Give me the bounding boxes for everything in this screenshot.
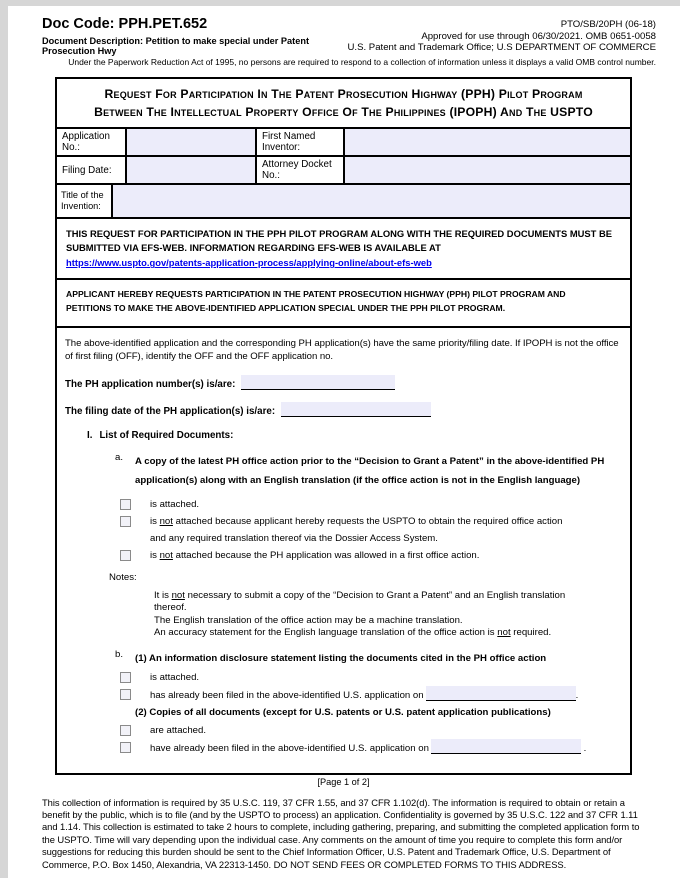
option-label: are attached. bbox=[150, 724, 207, 736]
option-label: is attached. bbox=[150, 498, 200, 510]
first-named-inventor-input[interactable] bbox=[345, 129, 630, 155]
checkbox-b1-already-filed[interactable] bbox=[120, 689, 131, 700]
ph-application-number-line bbox=[65, 375, 622, 390]
ph-filing-date-label: The filing date of the PH application(s) is/are: bbox=[65, 405, 276, 417]
item-b-part2-heading: (2) Copies of all documents (except for U.S. patents or U.S. patent application publications) bbox=[135, 706, 551, 718]
form-box bbox=[55, 77, 632, 775]
form-header bbox=[42, 16, 656, 56]
item-a-marker: a. bbox=[115, 451, 124, 463]
form-number: PTO/SB/20PH (06-18) bbox=[560, 19, 656, 30]
table-row bbox=[57, 185, 630, 219]
table-row bbox=[57, 129, 630, 157]
item-b-part1-heading: (1) An information disclosure statement listing the documents cited in the PH office action bbox=[135, 652, 547, 664]
priority-filing-paragraph: The above-identified application and the corresponding PH application(s) have the same priority/filing date. If IPOPH is not the office of first filing (OFF), identify the OFF and the OFF application no. bbox=[65, 337, 619, 362]
header-right bbox=[347, 19, 656, 54]
b1-filed-date-field[interactable] bbox=[426, 686, 576, 701]
option-row bbox=[120, 739, 622, 757]
option-row bbox=[120, 496, 622, 513]
option-row bbox=[120, 513, 622, 547]
form-title-line1: Request For Participation In The Patent Prosecution Highway (PPH) Pilot Program bbox=[104, 86, 583, 101]
header-left bbox=[42, 16, 347, 56]
option-row bbox=[120, 722, 622, 739]
section-1-marker: I. bbox=[87, 429, 93, 441]
option-label: is not attached because the PH application was allowed in a first office action. bbox=[150, 549, 480, 561]
ph-filing-date-field[interactable] bbox=[281, 402, 431, 417]
checkbox-a-not-attached-dossier[interactable] bbox=[120, 516, 131, 527]
option-label: has already been filed in the above-identified U.S. application on . bbox=[150, 686, 622, 704]
application-no-label: Application No.: bbox=[57, 129, 127, 155]
page-indicator: [Page 1 of 2] bbox=[317, 776, 370, 787]
filing-date-label: Filing Date: bbox=[57, 157, 127, 183]
burden-statement: This collection of information is required by 35 U.S.C. 119, 37 CFR 1.55, and 37 CFR 1.102(d). The information is required to obtain or retain a benefit by the public, which is to file (and by the USPTO to process) an application. Confidentiality is governed by 35 U.S.C. 122 and 37 CFR 1.11 and 1.14. This collection is estimated to take 2 hours to complete, including gathering, preparing, and submitting the completed application form to the USPTO. Time will vary depending upon the individual case. Any comments on the amount of time you require to complete this form and/or suggestions for reducing this burden should be sent to the Chief Information Officer, U.S. Patent and Trademark Office, U.S. Department of Commerce, P.O. Box 1450, Alexandria, VA 22313-1450. DO NOT SEND FEES OR COMPLETED FORMS TO THIS ADDRESS. bbox=[42, 796, 640, 870]
option-label: is not attached because applicant hereby requests the USPTO to obtain the required office action and any required translation thereof via the Dossier Access System. bbox=[150, 515, 563, 544]
efs-web-link[interactable]: https://www.uspto.gov/patents-application-process/applying-online/about-efs-web bbox=[66, 257, 432, 269]
option-label: is attached. bbox=[150, 671, 200, 683]
filing-date-input[interactable] bbox=[127, 157, 257, 183]
option-row bbox=[120, 686, 622, 704]
notes-label: Notes: bbox=[109, 571, 137, 583]
item-b1-options bbox=[65, 669, 622, 704]
applicant-request-text: APPLICANT HEREBY REQUESTS PARTICIPATION IN THE PATENT PROSECUTION HIGHWAY (PPH) PILOT PROGRAM AND PETITIONS TO MAKE THE ABOVE-IDENTIFIED APPLICATION SPECIAL UNDER THE PPH PILOT PROGRAM. bbox=[66, 289, 566, 314]
table-row bbox=[57, 157, 630, 185]
efs-web-notice-text: THIS REQUEST FOR PARTICIPATION IN THE PPH PILOT PROGRAM ALONG WITH THE REQUIRED DOCUMENTS MUST BE SUBMITTED VIA EFS-WEB. INFORMATION REGARDING EFS-WEB IS AVAILABLE AT bbox=[66, 228, 613, 254]
item-a-options bbox=[65, 496, 622, 564]
item-b-marker: b. bbox=[115, 648, 124, 660]
ph-application-number-field[interactable] bbox=[241, 375, 395, 390]
note-item: It is not necessary to submit a copy of the “Decision to Grant a Patent” and an English translation thereof. bbox=[154, 589, 566, 614]
option-row bbox=[120, 669, 622, 686]
form-body bbox=[57, 328, 630, 773]
checkbox-b1-attached[interactable] bbox=[120, 672, 131, 683]
checkbox-a-not-attached-first-action[interactable] bbox=[120, 550, 131, 561]
item-b2-options bbox=[65, 722, 622, 757]
ph-filing-date-line bbox=[65, 402, 622, 417]
option-row bbox=[120, 547, 622, 564]
attorney-docket-no-label: Attorney Docket No.: bbox=[257, 157, 345, 183]
item-b-heading bbox=[65, 649, 622, 668]
applicant-request-notice bbox=[57, 280, 630, 328]
note-item: An accuracy statement for the English language translation of the office action is not required. bbox=[154, 627, 552, 639]
paperwork-reduction-notice: Under the Paperwork Reduction Act of 1995, no persons are required to respond to a collection of information unless it displays a valid OMB control number. bbox=[68, 57, 656, 67]
document-page bbox=[8, 6, 680, 878]
title-of-invention-input[interactable] bbox=[113, 185, 630, 217]
title-of-invention-label: Title of the Invention: bbox=[57, 185, 113, 217]
section-1-heading-text: List of Required Documents: bbox=[99, 429, 234, 441]
checkbox-b2-already-filed[interactable] bbox=[120, 742, 131, 753]
notes-list bbox=[154, 590, 622, 640]
checkbox-a-attached[interactable] bbox=[120, 499, 131, 510]
agency-line: U.S. Patent and Trademark Office; U.S DEPARTMENT OF COMMERCE bbox=[347, 42, 656, 53]
option-label: have already been filed in the above-identified U.S. application on . bbox=[150, 739, 622, 757]
form-title-line2: Between The Intellectual Property Office Of The Philippines (IPOPH) And The USPTO bbox=[94, 105, 593, 119]
omb-approval: Approved for use through 06/30/2021. OMB 0651-0058 bbox=[421, 30, 656, 42]
ph-application-number-label: The PH application number(s) is/are: bbox=[65, 378, 236, 390]
b2-filed-date-field[interactable] bbox=[431, 739, 581, 754]
item-a-text: A copy of the latest PH office action prior to the “Decision to Grant a Patent” in the above-identified PH application(s) along with an English translation (if the office action is not in the English language) bbox=[135, 455, 605, 486]
efs-web-notice bbox=[57, 219, 630, 280]
doc-description: Document Description: Petition to make special under Patent Prosecution Hwy bbox=[42, 36, 309, 56]
form-title bbox=[57, 79, 630, 129]
first-named-inventor-label: First Named Inventor: bbox=[257, 129, 345, 155]
doc-code: Doc Code: PPH.PET.652 bbox=[42, 16, 208, 32]
attorney-docket-no-input[interactable] bbox=[345, 157, 630, 183]
checkbox-b2-attached[interactable] bbox=[120, 725, 131, 736]
section-1-heading bbox=[87, 430, 622, 441]
note-item: The English translation of the office action may be a machine translation. bbox=[154, 614, 463, 626]
application-no-input[interactable] bbox=[127, 129, 257, 155]
item-a-heading bbox=[65, 452, 622, 490]
item-b bbox=[65, 649, 622, 757]
